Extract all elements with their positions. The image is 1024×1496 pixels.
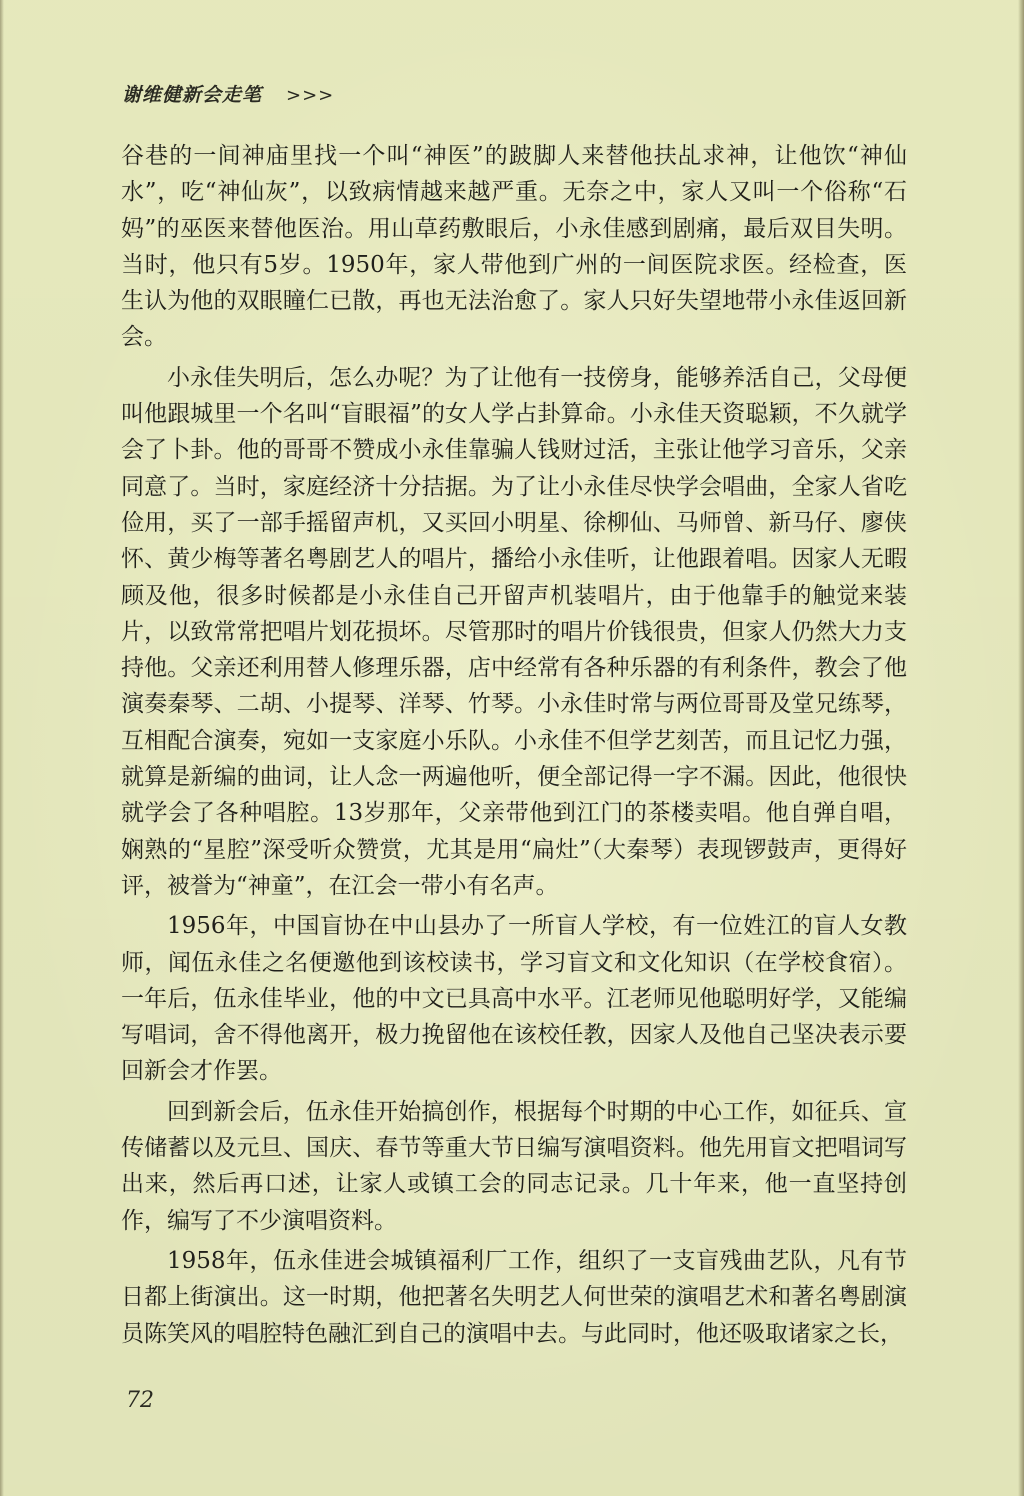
header-arrows: >>> — [286, 85, 335, 106]
running-header — [122, 80, 334, 107]
paragraph: 1958年，伍永佳进会城镇福利厂工作，组织了一支盲残曲艺队，凡有节日都上街演出。这一时期，他把著名失明艺人何世荣的演唱艺术和著名粤剧演员陈笑风的唱腔特色融汇到自己的演唱中去。与此同时，他还吸取诸家之长， — [121, 1247, 907, 1347]
paragraph: 小永佳失明后，怎么办呢？为了让他有一技傍身，能够养活自己，父母便叫他跟城里一个名叫“盲眼福”的女人学占卦算命。小永佳天资聪颖，不久就学会了卜卦。他的哥哥不赞成小永佳靠骗人钱财过活，主张让他学习音乐，父亲同意了。当时，家庭经济十分拮据。为了让小永佳尽快学会唱曲，全家人省吃俭用，买了一部手摇留声机，又买回小明星、徐柳仙、马师曾、新马仔、廖侠怀、黄少梅等著名粤剧艺人的唱片，播给小永佳听，让他跟着唱。因家人无暇顾及他，很多时候都是小永佳自己开留声机装唱片，由于他靠手的触觉来装片，以致常常把唱片划花损坏。尽管那时的唱片价钱很贵，但家人仍然大力支持他。父亲还利用替人修理乐器，店中经常有各种乐器的有利条件，教会了他演奏秦琴、二胡、小提琴、洋琴、竹琴。小永佳时常与两位哥哥及堂兄练琴，互相配合演奏，宛如一支家庭小乐队。小永佳不但学艺刻苦，而且记忆力强，就算是新编的曲词，让人念一两遍他听，便全部记得一字不漏。因此，他很快就学会了各种唱腔。13岁那年，父亲带他到江门的茶楼卖唱。他自弹自唱，娴熟的“星腔”深受听众赞赏，尤其是用“扁灶”（大秦琴）表现锣鼓声，更得好评，被誉为“神童”，在江会一带小有名声。 — [121, 364, 907, 899]
page-number: 72 — [126, 1388, 154, 1413]
page-right-edge-shadow — [1018, 0, 1024, 1496]
body-text — [121, 138, 907, 1356]
paragraph: 回到新会后，伍永佳开始搞创作，根据每个时期的中心工作，如征兵、宣传储蓄以及元旦、国庆、春节等重大节日编写演唱资料。他先用盲文把唱词写出来，然后再口述，让家人或镇工会的同志记录。几十年来，他一直坚持创作，编写了不少演唱资料。 — [121, 1098, 907, 1234]
page-left-edge-shadow — [0, 0, 4, 1496]
paragraph-continued: 谷巷的一间神庙里找一个叫“神医”的跛脚人来替他扶乩求神，让他饮“神仙水”，吃“神仙灰”，以致病情越来越严重。无奈之中，家人又叫一个俗称“石妈”的巫医来替他医治。用山草药敷眼后，小永佳感到剧痛，最后双目失明。当时，他只有5岁。1950年，家人带他到广州的一间医院求医。经检查，医生认为他的双眼瞳仁已散，再也无法治愈了。家人只好失望地带小永佳返回新会。 — [121, 143, 907, 351]
paragraph: 1956年，中国盲协在中山县办了一所盲人学校，有一位姓江的盲人女教师，闻伍永佳之名便邀他到该校读书，学习盲文和文化知识（在学校食宿）。一年后，伍永佳毕业，他的中文已具高中水平。江老师见他聪明好学，又能编写唱词，舍不得他离开，极力挽留他在该校任教，因家人及他自己坚决表示要回新会才作罢。 — [121, 913, 907, 1085]
book-title: 谢维健新会走笔 — [122, 84, 263, 106]
